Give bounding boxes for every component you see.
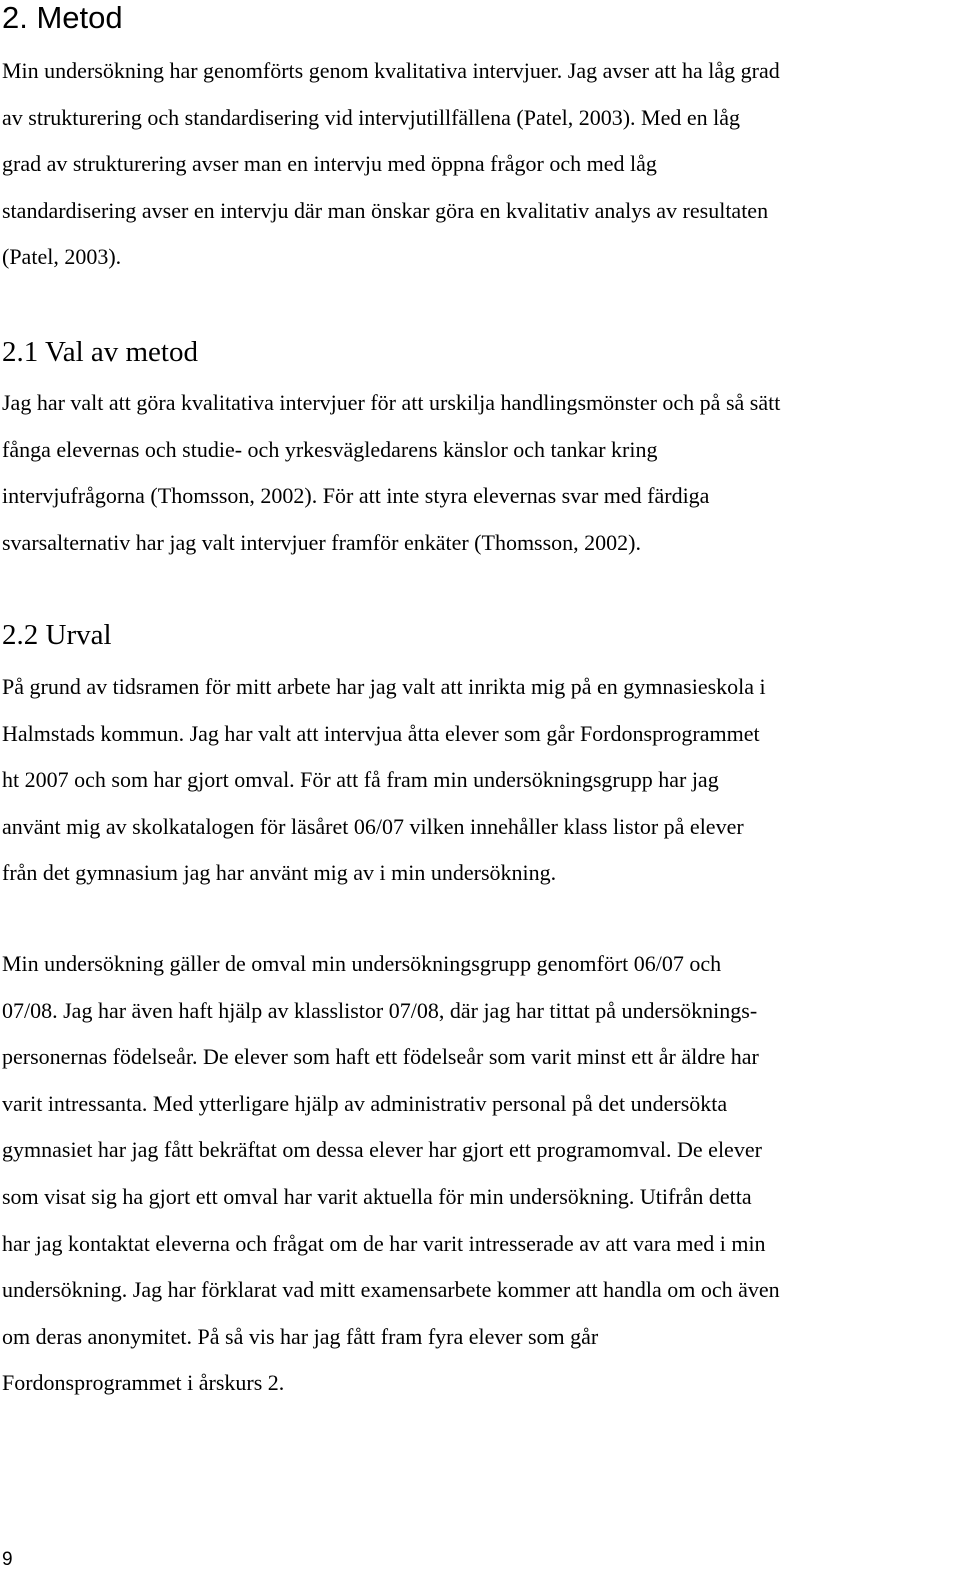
text-line: Min undersökning gäller de omval min undersökningsgrupp genomfört 06/07 och — [2, 951, 722, 976]
text-line: ht 2007 och som har gjort omval. För att få fram min undersökningsgrupp har jag — [2, 767, 719, 793]
text-line: undersökning. Jag har förklarat vad mitt examensarbete kommer att handla om och även — [2, 1277, 780, 1303]
text-line: Fordonsprogrammet i årskurs 2. — [2, 1370, 285, 1396]
text-line: standardisering avser en intervju där man önskar göra en kvalitativ analys av resultaten — [2, 197, 769, 223]
text-line: Min undersökning har genomförts genom kvalitativa intervjuer. Jag avser att ha låg grad — [2, 58, 780, 83]
text-line: grad av strukturering avser man en intervju med öppna frågor och med låg — [2, 151, 657, 177]
text-line: som visat sig ha gjort ett omval har varit aktuella för min undersökning. Utifrån detta — [2, 1183, 752, 1209]
text-line: Jag har valt att göra kvalitativa intervjuer för att urskilja handlingsmönster och på så sätt — [2, 390, 781, 415]
heading-metod: 2. Metod — [2, 0, 123, 35]
heading-val-av-metod: 2.1 Val av metod — [2, 336, 198, 368]
text-line: använt mig av skolkatalogen för läsåret 06/07 vilken innehåller klass listor på elever — [2, 813, 744, 839]
urval-paragraph-2 — [2, 941, 780, 1407]
text-line: gymnasiet har jag fått bekräftat om dessa elever har gjort ett programomval. De elever — [2, 1137, 762, 1163]
text-line: 07/08. Jag har även haft hjälp av klasslistor 07/08, där jag har tittat på undersöknings- — [2, 997, 758, 1023]
text-line: Halmstads kommun. Jag har valt att intervjua åtta elever som går Fordonsprogrammet — [2, 720, 760, 746]
text-line: av strukturering och standardisering vid intervjutillfällena (Patel, 2003). Med en låg — [2, 104, 741, 130]
text-line: svarsalternativ har jag valt intervjuer framför enkäter (Thomsson, 2002). — [2, 529, 641, 555]
urval-paragraph-1 — [2, 664, 766, 897]
text-line: varit intressanta. Med ytterligare hjälp av administrativ personal på det undersökta — [2, 1090, 728, 1116]
text-line: fånga elevernas och studie- och yrkesvägledarens känslor och tankar kring — [2, 436, 658, 462]
text-line: från det gymnasium jag har använt mig av i min undersökning. — [2, 860, 557, 886]
text-line: (Patel, 2003). — [2, 244, 122, 270]
text-line: personernas födelseår. De elever som haft ett födelseår som varit minst ett år äldre har — [2, 1044, 759, 1070]
text-line: intervjufrågorna (Thomsson, 2002). För att inte styra elevernas svar med färdiga — [2, 483, 710, 509]
text-line: har jag kontaktat eleverna och frågat om de har varit intresserade av att vara med i min — [2, 1230, 766, 1256]
text-line: om deras anonymitet. På så vis har jag fått fram fyra elever som går — [2, 1323, 599, 1349]
intro-paragraph — [2, 48, 780, 281]
heading-urval: 2.2 Urval — [2, 619, 112, 651]
page-number: 9 — [2, 1549, 13, 1570]
val-av-metod-paragraph — [2, 380, 780, 566]
text-line: På grund av tidsramen för mitt arbete har jag valt att inrikta mig på en gymnasieskola i — [2, 674, 766, 699]
